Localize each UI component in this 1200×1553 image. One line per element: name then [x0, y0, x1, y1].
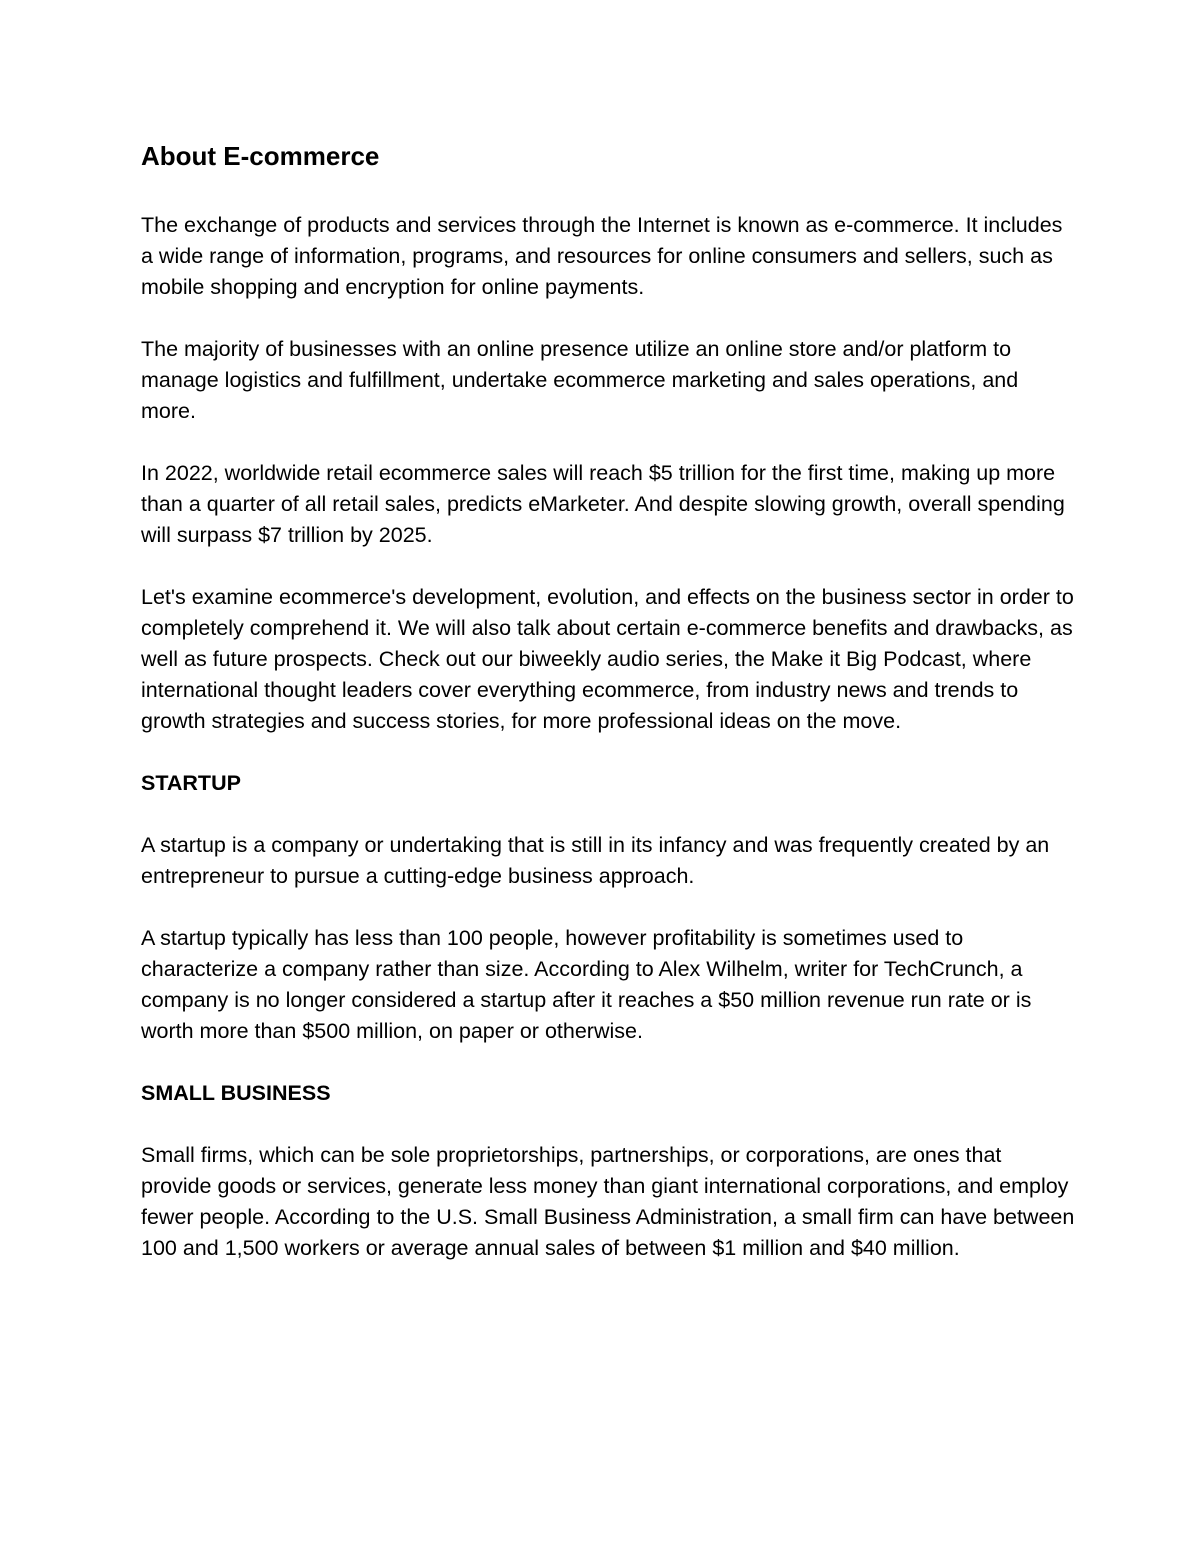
section-heading-small-business: SMALL BUSINESS — [141, 1081, 331, 1105]
section-paragraph: A startup is a company or undertaking that is still in its infancy and was frequently created by an entrepreneur to pursue a cutting-edge business approach. — [141, 833, 1050, 888]
intro-paragraph: The exchange of products and services through the Internet is known as e-commerce. It includes a wide range of information, programs, and resources for online consumers and sellers, such as mobile shopping and encryption for online payments. — [141, 213, 1063, 299]
section-paragraph: Small firms, which can be sole proprietorships, partnerships, or corporations, are ones that provide goods or services, generate less money than giant international corporations, and employ fewer people. According to the U.S. Small Business Administration, a small firm can have between 100 and 1,500 workers or average annual sales of between $1 million and $40 million. — [141, 1143, 1075, 1260]
intro-paragraph: The majority of businesses with an online presence utilize an online store and/or platform to manage logistics and fulfillment, undertake ecommerce marketing and sales operations, and more. — [141, 337, 1019, 423]
section-small-business — [141, 1078, 1076, 1264]
section-heading-startup: STARTUP — [141, 771, 241, 795]
document-page — [141, 138, 1076, 1295]
intro-paragraph: Let's examine ecommerce's development, evolution, and effects on the business sector in order to completely comprehend it. We will also talk about certain e-commerce benefits and drawbacks, as well as future prospects. Check out our biweekly audio series, the Make it Big Podcast, where international thought leaders cover everything ecommerce, from industry news and trends to growth strategies and success stories, for more professional ideas on the move. — [141, 585, 1074, 733]
document-title: About E-commerce — [141, 141, 380, 171]
section-paragraph: A startup typically has less than 100 people, however profitability is sometimes used to characterize a company rather than size. According to Alex Wilhelm, writer for TechCrunch, a company is no longer considered a startup after it reaches a $50 million revenue run rate or is worth more than $500 million, on paper or otherwise. — [141, 926, 1032, 1043]
section-startup — [141, 768, 1076, 1047]
intro-paragraph: In 2022, worldwide retail ecommerce sales will reach $5 trillion for the first time, making up more than a quarter of all retail sales, predicts eMarketer. And despite slowing growth, overall spending will surpass $7 trillion by 2025. — [141, 461, 1065, 547]
